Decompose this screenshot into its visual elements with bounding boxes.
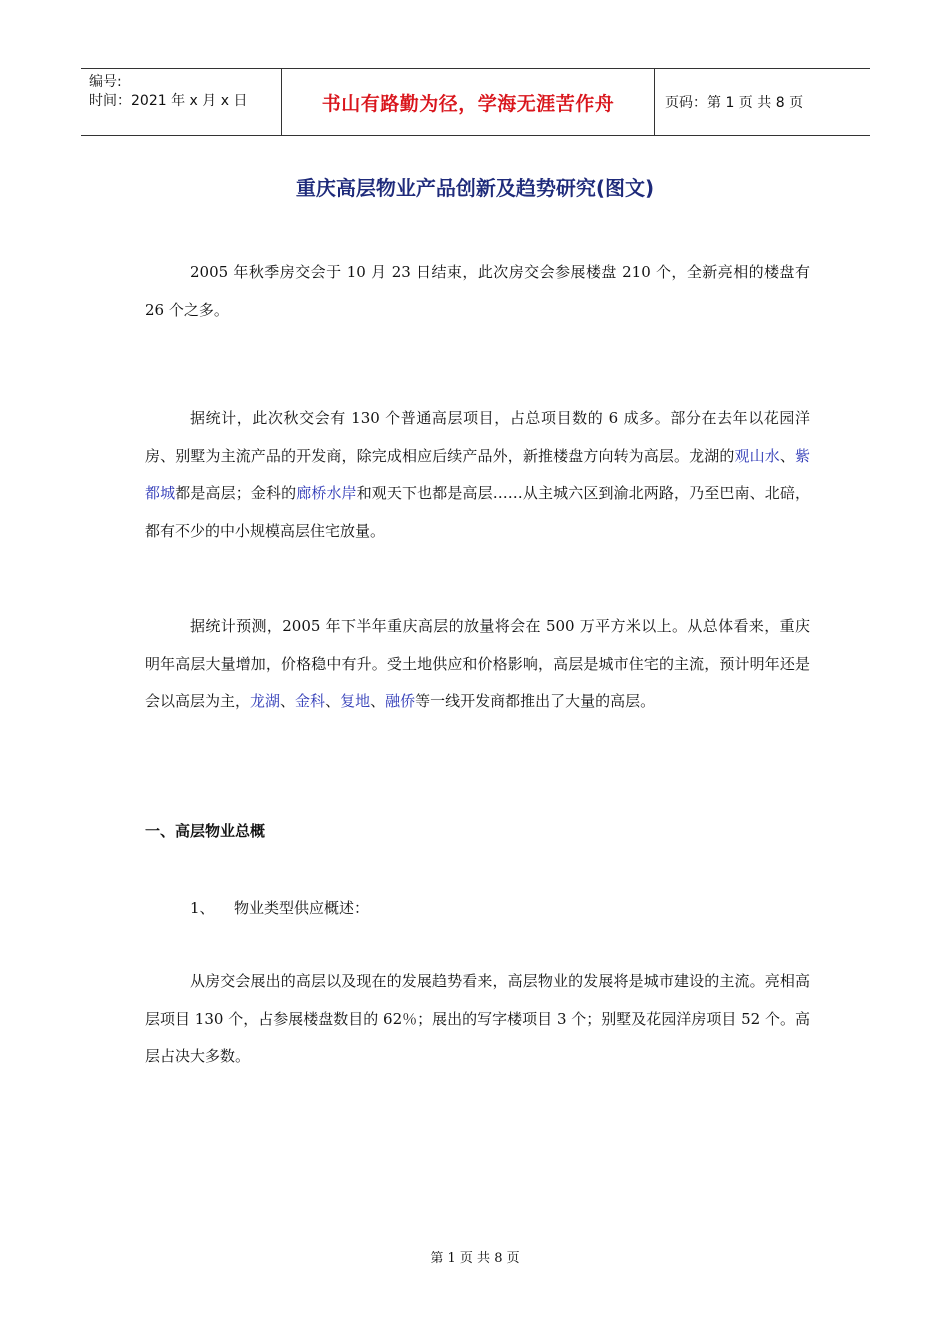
paragraph-1: 2005 年秋季房交会于 10 月 23 日结束，此次房交会参展楼盘 210 个，全新亮相的楼盘有 26 个之多。 — [145, 263, 810, 319]
link-rongqiao[interactable]: 融侨 — [385, 692, 416, 710]
link-langqiaoshuian[interactable]: 廊桥水岸 — [296, 484, 357, 502]
motto-text: 书山有路勤为径，学海无涯苦作舟 — [321, 92, 615, 115]
paragraph-3-sep-1: 、 — [280, 692, 296, 710]
link-guanshanshui[interactable]: 观山水 — [734, 446, 780, 465]
sub-heading-title: 物业类型供应概述： — [234, 899, 370, 917]
paragraph-3-sep-2: 、 — [325, 692, 341, 710]
header-page-cell — [655, 69, 870, 135]
paragraph-3-sep-3: 、 — [370, 692, 386, 710]
paragraph-2-text-d: 和观天下也都是高层……从主城六区到渝北两路，乃至巴南、北碚，都有不少的中小规模高层住宅放量。 — [145, 484, 810, 540]
header-meta-cell — [81, 69, 282, 135]
sub-heading-number: 1、 — [190, 899, 215, 917]
paragraph-4: 从房交会展出的高层以及现在的发展趋势看来，高层物业的发展将是城市建设的主流。亮相高层项目 130 个，占参展楼盘数目的 62％；展出的写字楼项目 3 个；别墅及花园洋房项目 52 个。高层占决大多数。 — [145, 972, 810, 1065]
document-title: 重庆高层物业产品创新及趋势研究(图文) — [295, 176, 655, 200]
time-label: 时间：2021 年 x 月 x 日 — [89, 93, 248, 109]
document-header — [81, 68, 870, 136]
page-info: 页码：第 1 页 共 8 页 — [665, 95, 804, 111]
serial-label: 编号: — [89, 74, 122, 90]
sub-heading-supply — [190, 897, 369, 918]
page-footer: 第 1 页 共 8 页 — [430, 1251, 520, 1266]
section-heading-overview: 一、高层物业总概 — [145, 822, 266, 840]
header-motto-cell — [282, 69, 655, 135]
paragraph-2-text-c: 都是高层；金科的 — [175, 484, 297, 502]
paragraph-3 — [145, 608, 810, 721]
paragraph-3-text-a: 据统计预测，2005 年下半年重庆高层的放量将会在 500 万平方米以上。从总体看来，重庆明年高层大量增加，价格稳中有升。受土地供应和价格影响，高层是城市住宅的主流，预计明年还是会以高层为主， — [145, 617, 810, 710]
link-fudi[interactable]: 复地 — [340, 692, 371, 710]
link-ziducheng[interactable]: 紫都城 — [145, 446, 810, 502]
paragraph-2-text-a: 据统计，此次秋交会有 130 个普通高层项目，占总项目数的 6 成多。部分在去年以花园洋房、别墅为主流产品的开发商，除完成相应后续产品外，新推楼盘方向转为高层。龙湖的 — [145, 409, 810, 465]
paragraph-3-text-b: 等一线开发商都推出了大量的高层。 — [415, 692, 656, 710]
link-jinke[interactable]: 金科 — [295, 692, 326, 710]
paragraph-2 — [145, 400, 810, 550]
paragraph-2-sep: 、 — [779, 446, 795, 465]
link-longhu[interactable]: 龙湖 — [250, 692, 281, 710]
